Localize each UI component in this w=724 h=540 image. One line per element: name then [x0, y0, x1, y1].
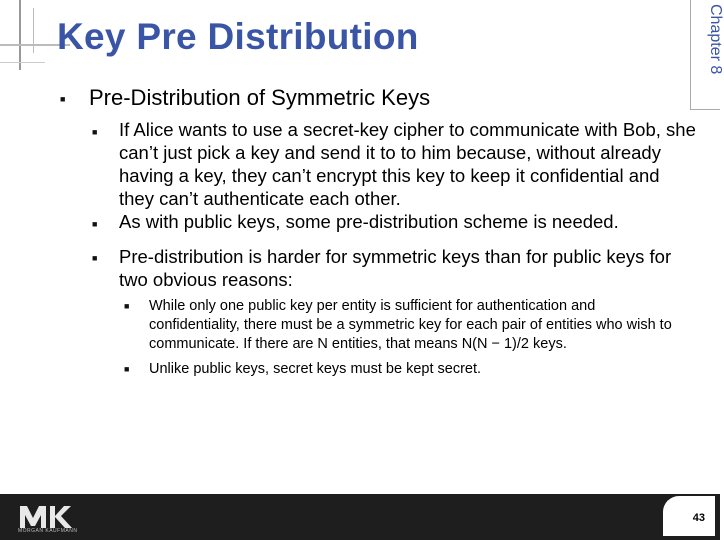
decor-line [33, 8, 34, 53]
decor-line [19, 0, 21, 70]
bullet-icon: ■ [124, 364, 130, 374]
bullet-icon: ■ [92, 127, 98, 137]
chapter-tab [690, 0, 724, 110]
page-number: 43 [692, 512, 705, 524]
page-number-box [663, 496, 715, 536]
level2-item: Pre-distribution is harder for symmetric keys than for public keys for two obvious reasons: [119, 246, 672, 290]
level2-item: If Alice wants to use a secret-key cipher to communicate with Bob, she can’t just pick a key and send it to to him because, without already having a key, they can’t encrypt this key to keep it confidential and they can’t authenticate each other. [119, 119, 696, 209]
chapter-label: Chapter 8 [707, 4, 724, 75]
decor-line [0, 62, 45, 63]
level2-item: As with public keys, some pre-distribution scheme is needed. [119, 211, 619, 232]
logo-caption: MORGAN KAUFMANN [18, 528, 78, 534]
footer-bar [0, 494, 720, 540]
level1-item: Pre-Distribution of Symmetric Keys [89, 85, 431, 110]
bullet-icon: ■ [124, 301, 130, 311]
bullet-icon: ■ [92, 253, 98, 263]
level3-item: Unlike public keys, secret keys must be kept secret. [149, 361, 482, 377]
bullet-icon: ■ [60, 94, 66, 104]
slide-title: Key Pre Distribution [57, 16, 419, 57]
bullet-icon: ■ [92, 219, 98, 229]
level3-item: While only one public key per entity is sufficient for authentication and confidentiality, there must be a symmetric key for each pair of entities who wish to communicate. If there are N entities, that means N(N − 1)/2 keys. [149, 298, 672, 352]
